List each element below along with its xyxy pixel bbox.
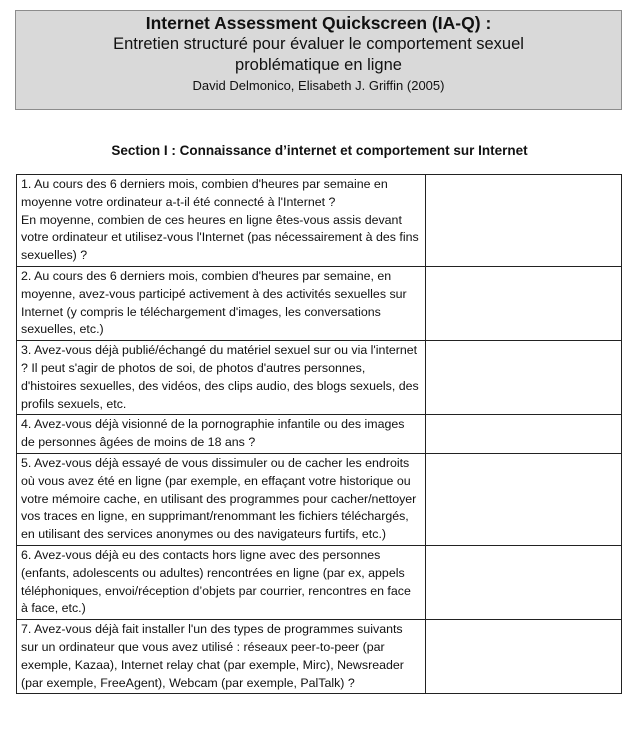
document-subtitle: Entretien structuré pour évaluer le comportement sexuel problématique en ligne	[113, 35, 524, 74]
question-row	[17, 341, 622, 415]
answer-cell[interactable]	[426, 175, 622, 267]
question-text: 3. Avez-vous déjà publié/échangé du matériel sexuel sur ou via l'internet ? Il peut s'agir de photos de soi, de photos d'autres personnes, d'histoires sexuelles, des vidéos, des clips audio, des blogs sexuels, des profils sexuels, etc.	[17, 341, 426, 415]
answer-cell[interactable]	[426, 453, 622, 545]
question-row	[17, 453, 622, 545]
answer-cell[interactable]	[426, 620, 622, 694]
question-text: 4. Avez-vous déjà visionné de la pornographie infantile ou des images de personnes âgées de moins de 18 ans ?	[17, 415, 426, 454]
question-row	[17, 266, 622, 340]
question-row	[17, 175, 622, 267]
questionnaire-table	[16, 174, 622, 694]
question-text: 5. Avez-vous déjà essayé de vous dissimuler ou de cacher les endroits où vous avez été en ligne (par exemple, en effaçant votre historique ou votre mémoire cache, en utilisant des programmes pour cacher/nettoyer vos traces en ligne, en supprimant/renommant les fichiers téléchargés, en utilisant des services anonymes ou des navigateurs furtifs, etc.)	[17, 453, 426, 545]
question-text: 6. Avez-vous déjà eu des contacts hors ligne avec des personnes (enfants, adolescents ou adultes) rencontrées en ligne (par ex, appels téléphoniques, envoi/réception d’objets par courrier, rencontres en face à face, etc.)	[17, 545, 426, 619]
question-text: 7. Avez-vous déjà fait installer l'un des types de programmes suivants sur un ordinateur que vous avez utilisé : réseaux peer-to-peer (par exemple, Kazaa), Internet relay chat (par exemple, Mirc), Newsreader (par exemple, FreeAgent), Webcam (par exemple, PalTalk) ?	[17, 620, 426, 694]
answer-cell[interactable]	[426, 415, 622, 454]
question-text: 1. Au cours des 6 derniers mois, combien d'heures par semaine en moyenne votre ordinateur a-t-il été connecté à l'Internet ? En moyenne, combien de ces heures en ligne êtes-vous assis devant votre ordinateur et utilisez-vous l'Internet (pas nécessairement à des fins sexuelles) ?	[17, 175, 426, 267]
document-title: Internet Assessment Quickscreen (IA-Q) :	[145, 13, 492, 33]
answer-cell[interactable]	[426, 341, 622, 415]
document-header	[15, 10, 622, 110]
document-authors: David Delmonico, Elisabeth J. Griffin (2005)	[192, 78, 445, 93]
question-row	[17, 415, 622, 454]
question-text: 2. Au cours des 6 derniers mois, combien d'heures par semaine, en moyenne, avez-vous participé activement à des activités sexuelles sur Internet (y compris le téléchargement d'images, les conversations sexuelles, etc.)	[17, 266, 426, 340]
answer-cell[interactable]	[426, 266, 622, 340]
question-row	[17, 620, 622, 694]
question-row	[17, 545, 622, 619]
section-title: Section I : Connaissance d’internet et comportement sur Internet	[111, 143, 528, 158]
answer-cell[interactable]	[426, 545, 622, 619]
